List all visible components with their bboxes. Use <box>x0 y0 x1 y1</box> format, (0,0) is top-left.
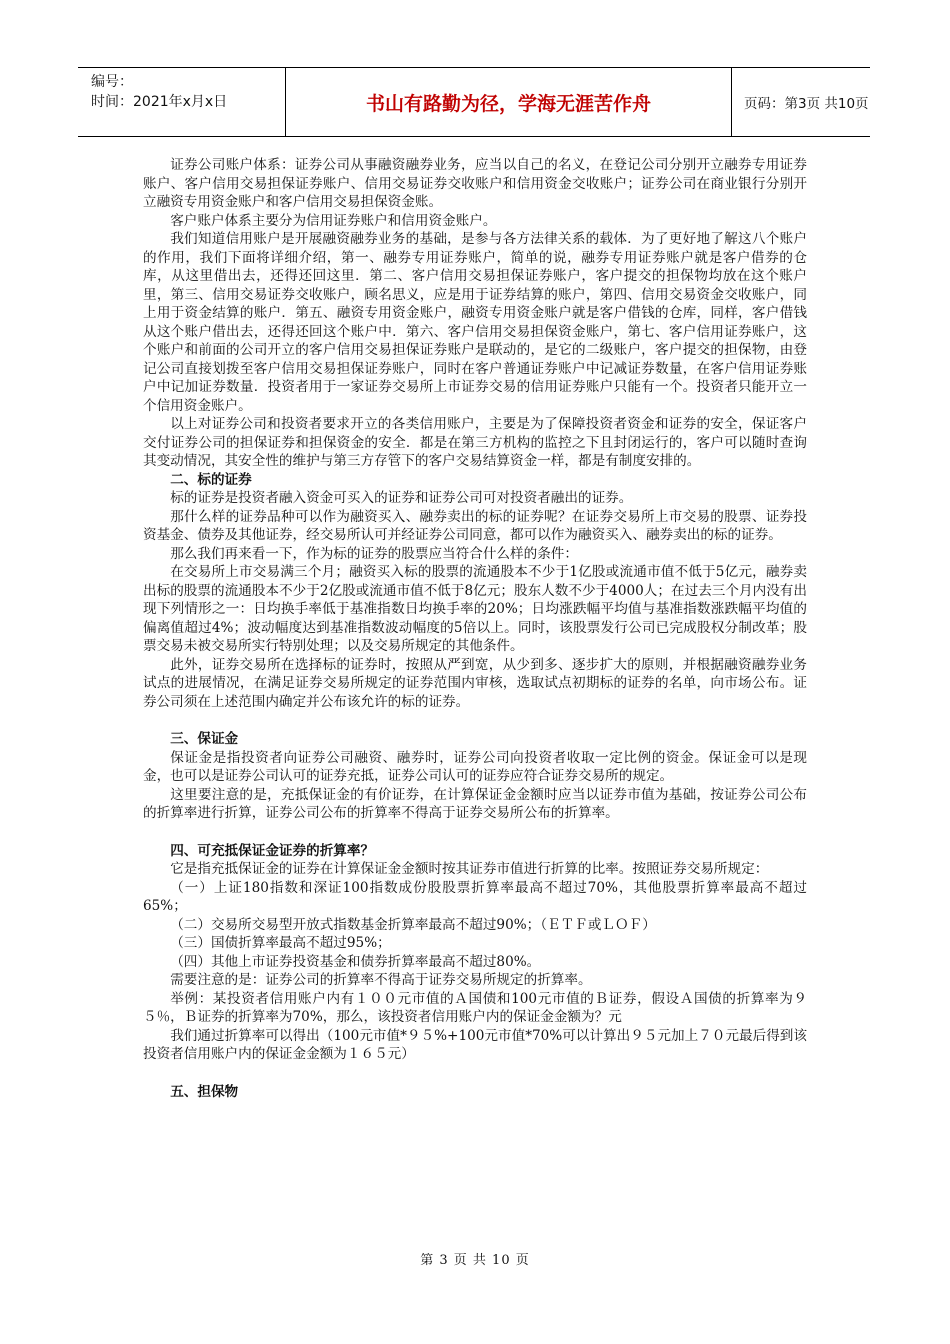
paragraph: 我们通过折算率可以得出（100元市值*９５%+100元市值*70%可以计算出９５元加上７０元最后得到该投资者信用账户内的保证金金额为１６５元） <box>143 1027 807 1062</box>
number-label: 编号： <box>91 74 133 90</box>
spacer <box>143 823 807 842</box>
spacer <box>143 1064 807 1083</box>
paragraph: 那么我们再来看一下，作为标的证券的股票应当符合什么样的条件： <box>170 545 578 562</box>
header-meta <box>78 68 286 136</box>
paragraph: 需要注意的是：证券公司的折算率不得高于证券交易所规定的折算率。 <box>170 972 592 988</box>
paragraph: 那什么样的证券品种可以作为融资买入、融券卖出的标的证券呢？在证券交易所上市交易的股票、证券投资基金、债券及其他证券，经交易所认可并经证券公司同意，都可以作为融资买入、融券卖出的标的证券。 <box>143 508 807 543</box>
paragraph: 举例：某投资者信用账户内有１００元市值的Ａ国债和100元市值的Ｂ证券，假设Ａ国债的折算率为９５％，Ｂ证券的折算率为70%，那么，该投资者信用账户内的保证金金额为？元 <box>143 990 807 1025</box>
section-heading: 二、标的证券 <box>170 471 252 488</box>
paragraph: 客户账户体系主要分为信用证券账户和信用资金账户。 <box>170 212 497 229</box>
paragraph: 此外，证券交易所在选择标的证券时，按照从严到宽，从少到多、逐步扩大的原则，并根据融资融券业务试点的进展情况，在满足证券交易所规定的证券范围内审核，选取试点初期标的证券的名单，向市场公布。证券公司须在上述范围内确定并公布该允许的标的证券。 <box>143 656 807 710</box>
document-body <box>143 156 807 1101</box>
paragraph: 保证金是指投资者向证券公司融资、融券时，证券公司向投资者收取一定比例的资金。保证金可以是现金，也可以是证券公司认可的证券充抵，证券公司认可的证券应符合证券交易所的规定。 <box>143 749 807 784</box>
list-item: （三）国债折算率最高不超过95%； <box>170 935 391 951</box>
paragraph: 证券公司账户体系：证券公司从事融资融券业务，应当以自己的名义，在登记公司分别开立融券专用证券账户、客户信用交易担保证券账户、信用交易证券交收账户和信用资金交收账户；证券公司在商业银行分别开立融资专用资金账户和客户信用交易担保资金账。 <box>143 157 807 210</box>
list-item: （二）交易所交易型开放式指数基金折算率最高不超过90%；（ＥＴＦ或ＬＯＦ） <box>170 916 656 933</box>
spacer <box>143 711 807 730</box>
paragraph: 这里要注意的是，充抵保证金的有价证券，在计算保证金金额时应当以证券市值为基础，按证券公司公布的折算率进行折算，证券公司公布的折算率不得高于证券交易所公布的折算率。 <box>143 786 807 821</box>
paragraph: 以上对证券公司和投资者要求开立的各类信用账户，主要是为了保障投资者资金和证券的安全，保证客户交付证券公司的担保证券和担保资金的安全．都是在第三方机构的监控之下且封闭运行的，客户可以随时查询其变动情况，其安全性的维护与第三方存管下的客户交易结算资金一样，都是有制度安排的。 <box>143 416 807 469</box>
page-footer: 第 3 页 共 10 页 <box>420 1253 530 1268</box>
section-heading: 四、可充抵保证金证券的折算率？ <box>170 842 375 859</box>
header-page-label: 页码：第3页 共10页 <box>744 96 869 112</box>
header-motto: 书山有路勤为径，学海无涯苦作舟 <box>286 68 732 136</box>
paragraph: 我们知道信用账户是开展融资融券业务的基础，是参与各方法律关系的载体．为了更好地了解这八个账户的作用，我们下面将详细介绍，第一、融券专用证券账户，简单的说，融券专用证券账户就是客户借券的仓库，从这里借出去，还得还回这里．第二、客户信用交易担保证券账户，客户提交的担保物均放在这个账户里，第三、信用交易证券交收账户，顾名思义，应是用于证券结算的账户，第四、信用交易资金交收账户，同上用于资金结算的账户．第五、融资专用资金账户，融资专用资金账户就是客户借钱的仓库，同样，客户借钱从这个账户借出去，还得还回这个账户中．第六、客户信用交易担保资金账户，第七、客户信用证券账户，这个账户和前面的公司开立的客户信用交易担保证券账户是联动的，是它的二级账户，客户提交的担保物，由登记公司直接划拨至客户信用交易担保证券账户，同时在客户普通证券账户中记减证券数量，在客户信用证券账户中记加证券数量．投资者用于一家证券交易所上市证券交易的信用证券账户只能有一个。投资者只能开立一个信用资金账户。 <box>143 231 807 414</box>
list-item: （一）上证180指数和深证100指数成份股股票折算率最高不超过70%，其他股票折算率最高不超过65%； <box>143 879 807 914</box>
list-item: （四）其他上市证券投资基金和债券折算率最高不超过80%。 <box>170 953 541 970</box>
paragraph: 标的证券是投资者融入资金可买入的证券和证券公司可对投资者融出的证券。 <box>170 490 633 506</box>
section-heading: 五、担保物 <box>170 1083 239 1100</box>
paragraph: 在交易所上市交易满三个月；融资买入标的股票的流通股本不少于1亿股或流通市值不低于5亿元，融券卖出标的股票的流通股本不少于2亿股或流通市值不低于8亿元；股东人数不少于4000人；在过去三个月内没有出现下列情形之一：日均换手率低于基准指数日均换手率的20%；日均涨跌幅平均值与基准指数涨跌幅平均值的偏离值超过4%；波动幅度达到基准指数波动幅度的5倍以上。同时，该股票发行公司已完成股权分制改革；股票交易未被交易所实行特别处理；以及交易所规定的其他条件。 <box>143 564 807 654</box>
paragraph: 它是指充抵保证金的证券在计算保证金金额时按其证券市值进行折算的比率。按照证券交易所规定： <box>170 861 769 877</box>
time-label: 时间：2021年x月x日 <box>91 94 228 110</box>
section-heading: 三、保证金 <box>170 731 239 747</box>
page-header <box>78 67 870 137</box>
